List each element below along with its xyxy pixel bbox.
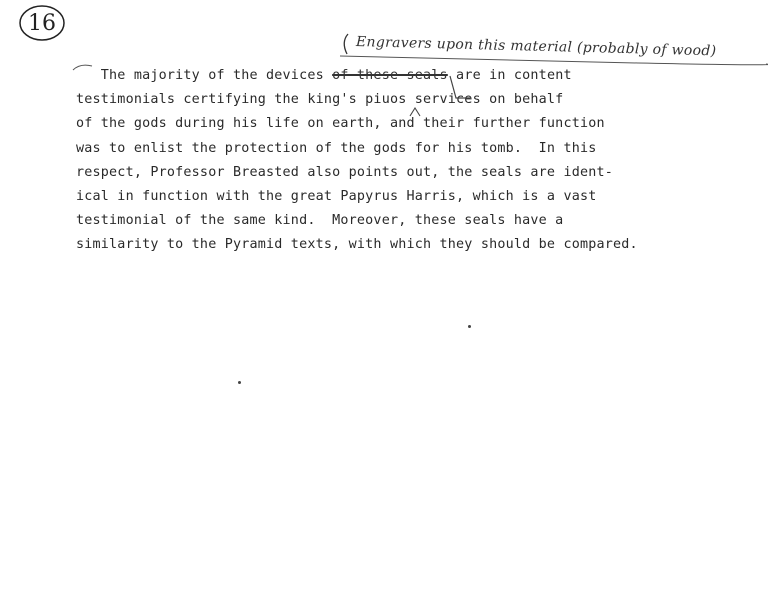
page-number-circle: [18, 4, 66, 42]
text-line-7: testimonial of the same kind. Moreover, these seals have a: [76, 213, 564, 229]
typed-paragraph: [76, 64, 726, 258]
text-line-8: similarity to the Pyramid texts, with which they should be compared.: [76, 237, 638, 253]
text-line-2: testimonials certifying the king's piuos services on behalf: [76, 92, 564, 108]
insertion-caret: [440, 72, 480, 106]
page-number-text: 16: [28, 10, 56, 36]
correction-caret: [408, 106, 422, 118]
line1-before: The majority of the devices: [76, 68, 333, 83]
struck-text: of these seals: [332, 68, 448, 83]
annotation-text: Engravers upon this material (probably of wood): [355, 34, 717, 60]
text-line-6: ical in function with the great Papyrus Harris, which is a vast: [76, 188, 597, 204]
text-line-5: respect, Professor Breasted also points out, the seals are ident-: [76, 164, 614, 180]
speck: [468, 325, 471, 328]
text-line-3: of the gods during his life on earth, and their further function: [76, 116, 605, 132]
text-line-4: was to enlist the protection of the gods for his tomb. In this: [76, 140, 597, 156]
line1-after: are in content: [447, 68, 572, 83]
page-number: [18, 4, 66, 42]
speck: [238, 381, 241, 384]
text-line-1: [76, 64, 726, 88]
